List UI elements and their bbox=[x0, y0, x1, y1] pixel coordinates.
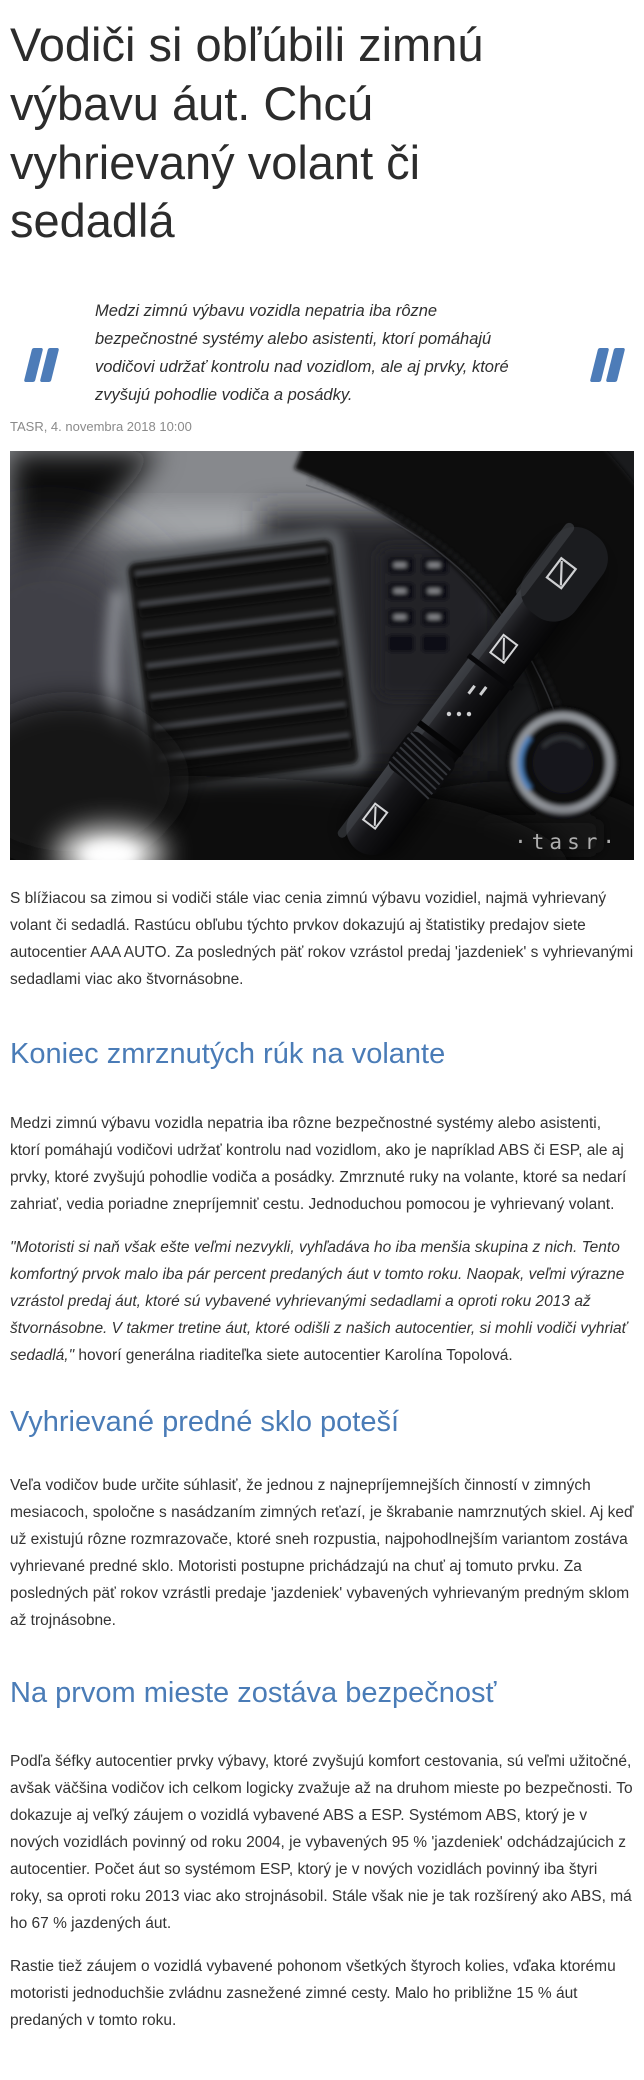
section-1-quote-paragraph bbox=[10, 1234, 634, 1369]
quote-italic-text: "Motoristi si naň však ešte veľmi nezvykli, vyhľadáva ho iba menšia skupina z nich. Tento komfortný prvok malo iba pár percent predaných áut v tomto roku. Naopak, veľmi výrazne vzrástol predaj áut, ktoré sú vybavené vyhrievanými sedadlami a oproti roku 2013 až štvornásobne. V takmer tretine áut, ktoré odišli z našich autocentier, si mohli vodiči vyhriať sedadlá," bbox=[10, 1238, 628, 1364]
quote-bar bbox=[606, 348, 625, 382]
quote-bar bbox=[40, 348, 59, 382]
article-photo bbox=[10, 451, 634, 860]
article-title: Vodiči si obľúbili zimnú výbavu áut. Chcú vyhrievaný volant či sedadlá bbox=[10, 18, 484, 248]
section-heading-3: Na prvom mieste zostáva bezpečnosť bbox=[10, 1676, 497, 1709]
quote-close-icon bbox=[594, 348, 621, 382]
section-1-paragraph: Medzi zimnú výbavu vozidla nepatria iba rôzne bezpečnostné systémy alebo asistenti, ktorí pomáhajú vodičovi udržať kontrolu nad vozidlom, ako je napríklad ABS či ESP, ale aj prvky, ktoré zvyšujú pohodlie vodiča a posádky. Zmrznuté ruky na volante, ktoré sa nedarí zahriať, vedia poriadne znepríjemniť cestu. Jednoduchou pomocou je vyhrievaný volant. bbox=[10, 1114, 627, 1213]
section-3-paragraph-2: Rastie tiež záujem o vozidlá vybavené pohonom všetkých štyroch kolies, vďaka ktorému motoristi jednoduchšie zvládnu zasnežené zimné cesty. Malo ho približne 15 % áut predaných v tomto roku. bbox=[10, 1958, 616, 2030]
section-2-paragraph: Veľa vodičov bude určite súhlasiť, že jednou z najnepríjemnejších činností v zimných mesiacoch, spoločne s nasádzaním zimných reťazí, je škrabanie namrznutých skiel. Aj keď už existujú rôzne rozmrazovače, ktoré sneh rozpustia, najpohodlnejším variantom zostáva vyhrievané predné sklo. Motoristi postupne prichádzajú na chuť aj tomuto prvku. Za posledných päť rokov vzrástli predaje 'jazdeniek' vybavených vyhrievaným predným sklom až trojnásobne. bbox=[10, 1476, 634, 1629]
lead-quote-block bbox=[10, 297, 634, 409]
byline: TASR, 4. novembra 2018 10:00 bbox=[10, 419, 192, 434]
section-heading-2: Vyhrievané predné sklo poteší bbox=[10, 1405, 400, 1438]
quote-open-icon bbox=[28, 348, 55, 382]
intro-paragraph: S blížiacou sa zimou si vodiči stále viac cenia zimnú výbavu vozidiel, najmä vyhrievaný volant či sedadlá. Rastúcu obľubu týchto prvkov dokazujú aj štatistiky predajov siete autocentier AAA AUTO. Za posledných päť rokov vzrástol predaj 'jazdeniek' s vyhrievanými sedadlami viac ako štvornásobne. bbox=[10, 890, 634, 988]
car-interior-photo bbox=[10, 451, 634, 860]
lead-quote-text: Medzi zimnú výbavu vozidla nepatria iba rôzne bezpečnostné systémy alebo asistenti, ktorí pomáhajú vodičovi udržať kontrolu nad vozidlom, ale aj prvky, ktoré zvyšujú pohodlie vodiča a posádky. bbox=[95, 302, 509, 404]
section-heading-1: Koniec zmrznutých rúk na volante bbox=[10, 1038, 446, 1070]
tasr-watermark: ·tasr· bbox=[514, 830, 620, 854]
quote-attribution: hovorí generálna riaditeľka siete autocentier Karolína Topolová. bbox=[74, 1346, 513, 1364]
section-3-paragraph: Podľa šéfky autocentier prvky výbavy, ktoré zvyšujú komfort cestovania, sú veľmi užitočné, avšak väčšina vodičov ich celkom logicky zvažuje až na druhom mieste po bezpečnosti. To dokazuje aj veľký záujem o vozidlá vybavené ABS a ESP. Systémom ABS, ktorý je v nových vozidlách povinný od roku 2004, je vybavených 95 % 'jazdeniek' odchádzajúcich z autocentier. Počet áut so systémom ESP, ktorý je v nových vozidlách povinný iba štyri roky, sa oproti roku 2013 viac ako strojnásobil. Stále však nie je tak rozšírený ako ABS, má ho 67 % jazdených áut. bbox=[10, 1753, 633, 1933]
